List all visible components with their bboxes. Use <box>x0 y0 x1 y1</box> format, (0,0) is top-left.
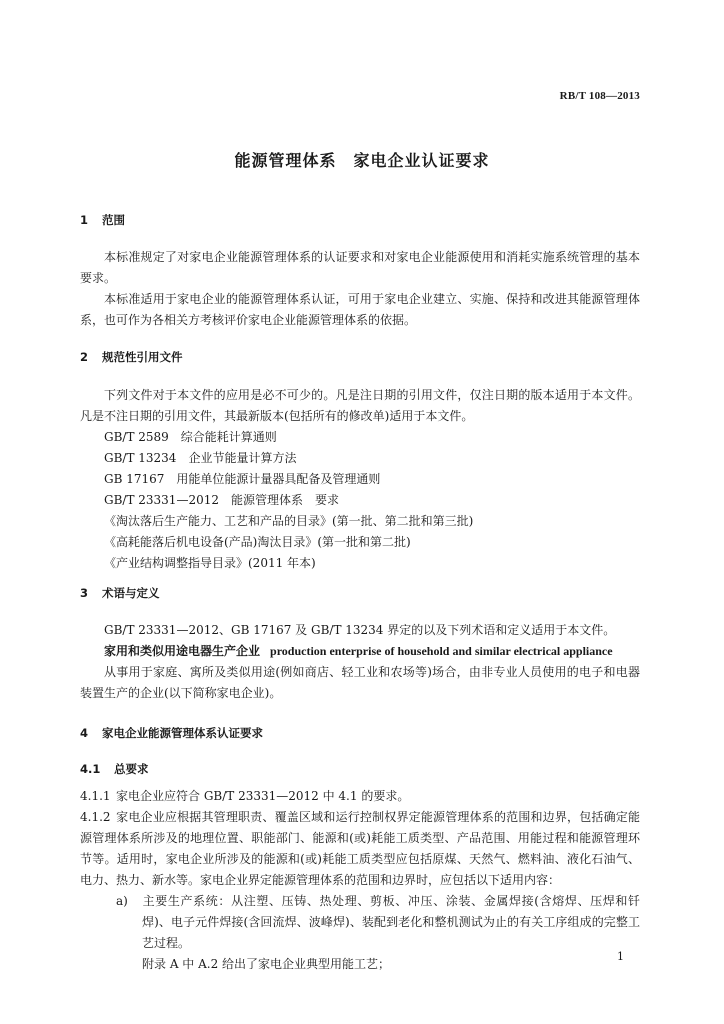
paragraph: 本标准规定了对家电企业能源管理体系的认证要求和对家电企业能源使用和消耗实施系统管理的基本要求。 <box>80 250 640 285</box>
section-4-body <box>80 786 640 975</box>
list-item-text: 主要生产系统：从注塑、压铸、热处理、剪板、冲压、涂装、金属焊接(含熔焊、压焊和钎焊)、电子元件焊接(含回流焊、波峰焊)、装配到老化和整机测试为止的有关工序组成的完整工艺过程。 <box>142 894 640 950</box>
section-title: 家电企业能源管理体系认证要求 <box>102 726 263 740</box>
section-title: 术语与定义 <box>102 586 160 600</box>
term-english: production enterprise of household and similar electrical appliance <box>270 644 613 658</box>
standard-number: RB/T 108—2013 <box>559 90 640 102</box>
section-heading-3 <box>80 585 640 601</box>
section-number: 4 <box>80 726 89 740</box>
list-item-a <box>80 891 640 954</box>
clause-4-1-1 <box>80 786 640 807</box>
paragraph: GB/T 23331—2012、GB 17167 及 GB/T 13234 界定的以及下列术语和定义适用于本文件。 <box>104 623 616 637</box>
section-2-body <box>80 385 640 574</box>
clause-4-1-2 <box>80 807 640 891</box>
section-heading-4 <box>80 725 640 741</box>
paragraph: 本标准适用于家电企业的能源管理体系认证，可用于家电企业建立、实施、保持和改进其能源管理体系，也可作为各相关方考核评价家电企业能源管理体系的依据。 <box>80 292 640 327</box>
section-heading-1 <box>80 212 640 228</box>
reference-item: 《高耗能落后机电设备(产品)淘汰目录》(第一批和第二批) <box>104 535 411 549</box>
reference-item: GB/T 23331—2012 能源管理体系 要求 <box>104 493 339 507</box>
section-1-body <box>80 247 640 331</box>
list-item-note: 附录 A 中 A.2 给出了家电企业典型用能工艺； <box>142 957 391 971</box>
section-title: 范围 <box>102 213 125 227</box>
clause-number: 4.1.1 <box>80 789 111 803</box>
term-chinese: 家用和类似用途电器生产企业 <box>104 644 261 658</box>
list-marker: a) <box>116 894 128 908</box>
clause-text: 家电企业应符合 GB/T 23331—2012 中 4.1 的要求。 <box>116 789 410 803</box>
subsection-number: 4.1 <box>80 762 101 776</box>
reference-item: 《产业结构调整指导目录》(2011 年本) <box>104 556 316 570</box>
section-number: 3 <box>80 586 89 600</box>
reference-item: GB/T 13234 企业节能量计算方法 <box>104 451 297 465</box>
paragraph: 下列文件对于本文件的应用是必不可少的。凡是注日期的引用文件，仅注日期的版本适用于本文件。凡是不注日期的引用文件，其最新版本(包括所有的修改单)适用于本文件。 <box>80 388 640 423</box>
section-number: 1 <box>80 213 89 227</box>
term-entry <box>80 641 640 662</box>
clause-number: 4.1.2 <box>80 810 111 824</box>
term-definition: 从事用于家庭、寓所及类似用途(例如商店、轻工业和农场等)场合，由非专业人员使用的电子和电器装置生产的企业(以下简称家电企业)。 <box>80 665 640 700</box>
section-number: 2 <box>80 350 89 364</box>
clause-text: 家电企业应根据其管理职责、覆盖区域和运行控制权界定能源管理体系的范围和边界，包括确定能源管理体系所涉及的地理位置、职能部门、能源和(或)耗能工质类型、产品范围、用能过程和能源管理环节等。适用时，家电企业所涉及的能源和(或)耗能工质类型应包括原煤、天然气、燃料油、液化石油气、电力、热力、新水等。家电企业界定能源管理体系的范围和边界时，应包括以下适用内容： <box>80 810 640 887</box>
reference-item: 《淘汰落后生产能力、工艺和产品的目录》(第一批、第二批和第三批) <box>104 514 474 528</box>
section-heading-2 <box>80 349 640 365</box>
section-title: 规范性引用文件 <box>102 350 183 364</box>
subsection-heading-4-1 <box>80 761 640 777</box>
page-number: 1 <box>617 950 624 963</box>
reference-item: GB 17167 用能单位能源计量器具配备及管理通则 <box>104 472 381 486</box>
reference-item: GB/T 2589 综合能耗计算通则 <box>104 430 277 444</box>
section-3-body <box>80 620 640 704</box>
document-title: 能源管理体系 家电企业认证要求 <box>234 151 490 170</box>
subsection-title: 总要求 <box>114 762 149 776</box>
